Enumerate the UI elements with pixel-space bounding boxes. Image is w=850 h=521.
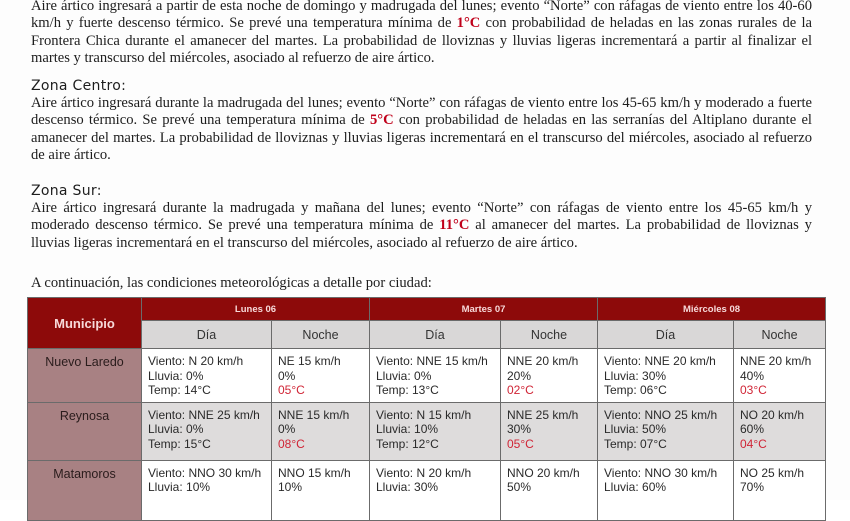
rain-text: Lluvia: 0% <box>376 368 432 383</box>
zona-sur-paragraph <box>31 200 812 252</box>
day-header-lunes: Lunes 06 <box>142 298 370 321</box>
wind-text: Viento: NNO 30 km/h <box>604 465 718 480</box>
forecast-cell <box>142 460 272 520</box>
wind-text: NO 20 km/h <box>740 407 805 422</box>
forecast-cell <box>501 402 598 460</box>
table-row <box>28 402 826 460</box>
rain-text: Lluvia: 30% <box>604 368 667 383</box>
municipio-header: Municipio <box>28 298 142 349</box>
wind-text: NNO 15 km/h <box>278 465 351 480</box>
temp-text: 05°C <box>278 383 305 398</box>
municipio-cell: Matamoros <box>28 460 142 520</box>
temp-text: Temp: 06°C <box>604 383 667 398</box>
forecast-cell <box>598 402 734 460</box>
zona-sur-title: Zona Sur: <box>31 183 102 199</box>
temp-text: Temp: 12°C <box>376 436 439 451</box>
rain-text: Lluvia: 0% <box>148 368 204 383</box>
wind-text: NNE 15 km/h <box>278 407 350 422</box>
wind-text: NO 25 km/h <box>740 465 805 480</box>
forecast-cell <box>272 460 370 520</box>
intro-text-pre: Aire ártico ingresará a partir de esta noche de domingo y madrugada del lunes; evento “Norte” con ráfagas de viento entre los 40-60 km/h y fuerte descenso térmico. Se prevé una temperatura mínima de <box>31 0 812 32</box>
rain-text: Lluvia: 30% <box>376 480 439 495</box>
temp-text: Temp: 07°C <box>604 436 667 451</box>
rain-text: 0% <box>278 368 296 383</box>
rain-text: 20% <box>507 368 532 383</box>
forecast-cell <box>370 460 501 520</box>
wind-text: NE 15 km/h <box>278 354 341 368</box>
day-header-martes: Martes 07 <box>370 298 598 321</box>
day-header-miercoles: Miércoles 08 <box>598 298 826 321</box>
wind-text: Viento: NNE 15 km/h <box>376 354 488 368</box>
rain-text: Lluvia: 10% <box>148 480 211 495</box>
rain-text: 70% <box>740 480 765 495</box>
zona-centro-paragraph <box>31 95 812 165</box>
sub-header-dia: Día <box>142 321 272 349</box>
forecast-cell <box>598 349 734 403</box>
weather-table <box>27 297 826 521</box>
forecast-cell <box>370 349 501 403</box>
rain-text: 50% <box>507 480 532 495</box>
temp-text: Temp: 15°C <box>148 436 211 451</box>
temp-text: Temp: 14°C <box>148 383 211 398</box>
zona-sur-min-temp: 11°C <box>439 217 470 234</box>
forecast-cell <box>734 402 826 460</box>
table-row <box>28 460 826 520</box>
zona-sur-text-post: al amanecer del martes. La probabilidad de lloviznas y lluvias ligeras incrementará en el transcurso del miércoles, asociado al refuerzo de aire ártico. <box>31 217 812 251</box>
zona-centro-text-post: con probabilidad de heladas en las serranías del Altiplano durante el amanecer del martes. La probabilidad de lloviznas y lluvias ligeras incrementará en el transcurso del miércoles, asociado al refuerzo de aire ártico. <box>31 112 812 164</box>
rain-text: 30% <box>507 422 532 437</box>
forecast-cell <box>598 460 734 520</box>
wind-text: Viento: NNE 20 km/h <box>604 354 716 368</box>
rain-text: Lluvia: 10% <box>376 422 439 437</box>
intro-paragraph <box>31 0 812 68</box>
rain-text: Lluvia: 60% <box>604 480 667 495</box>
wind-text: Viento: N 15 km/h <box>376 407 472 422</box>
rain-text: 60% <box>740 422 765 437</box>
wind-text: Viento: NNO 25 km/h <box>604 407 718 422</box>
forecast-cell <box>734 349 826 403</box>
wind-text: NNE 25 km/h <box>507 407 579 422</box>
forecast-cell <box>272 349 370 403</box>
wind-text: Viento: N 20 km/h <box>376 465 472 480</box>
zona-centro-title: Zona Centro: <box>31 78 127 94</box>
temp-text: 08°C <box>278 436 305 451</box>
forecast-cell <box>142 349 272 403</box>
rain-text: Lluvia: 50% <box>604 422 667 437</box>
table-intro: A continuación, las condiciones meteorológicas a detalle por ciudad: <box>31 275 432 291</box>
forecast-cell <box>142 402 272 460</box>
temp-text: 03°C <box>740 383 767 398</box>
wind-text: Viento: NNE 25 km/h <box>148 407 260 422</box>
zona-centro-min-temp: 5°C <box>369 112 394 129</box>
zona-centro-text-pre: Aire ártico ingresará durante la madrugada del lunes; evento “Norte” con ráfagas de viento entre los 45-65 km/h y moderado a fuerte descenso térmico. Se prevé una temperatura mínima de <box>31 95 812 129</box>
temp-text: 05°C <box>507 436 534 451</box>
wind-text: Viento: NNO 30 km/h <box>148 465 262 480</box>
municipio-cell: Nuevo Laredo <box>28 349 142 403</box>
temp-text: 02°C <box>507 383 534 398</box>
municipio-cell: Reynosa <box>28 402 142 460</box>
table-row <box>28 349 826 403</box>
zona-sur-text-pre: Aire ártico ingresará durante la madrugada y mañana del lunes; evento “Norte” con ráfagas de viento entre los 45-65 km/h y moderado descenso térmico. Se prevé una temperatura mínima de <box>31 200 812 234</box>
sub-header-dia: Día <box>370 321 501 349</box>
forecast-cell <box>501 349 598 403</box>
wind-text: Viento: N 20 km/h <box>148 354 244 368</box>
sub-header-noche: Noche <box>501 321 598 349</box>
forecast-cell <box>272 402 370 460</box>
sub-header-noche: Noche <box>734 321 826 349</box>
rain-text: 10% <box>278 480 303 495</box>
wind-text: NNE 20 km/h <box>740 354 812 368</box>
sub-header-noche: Noche <box>272 321 370 349</box>
wind-text: NNO 20 km/h <box>507 465 580 480</box>
intro-text-post: con probabilidad de heladas en las zonas rurales de la Frontera Chica durante el amanecer del martes. La probabilidad de lloviznas y lluvias ligeras incrementará a partir al finalizar el martes y transcurso del miércoles, asociado al refuerzo de aire ártico. <box>31 15 812 67</box>
forecast-cell <box>734 460 826 520</box>
forecast-cell <box>370 402 501 460</box>
rain-text: Lluvia: 0% <box>148 422 204 437</box>
intro-min-temp: 1°C <box>456 15 481 32</box>
forecast-cell <box>501 460 598 520</box>
rain-text: 0% <box>278 422 296 437</box>
sub-header-dia: Día <box>598 321 734 349</box>
wind-text: NNE 20 km/h <box>507 354 579 368</box>
temp-text: Temp: 13°C <box>376 383 439 398</box>
rain-text: 40% <box>740 368 765 383</box>
temp-text: 04°C <box>740 436 767 451</box>
